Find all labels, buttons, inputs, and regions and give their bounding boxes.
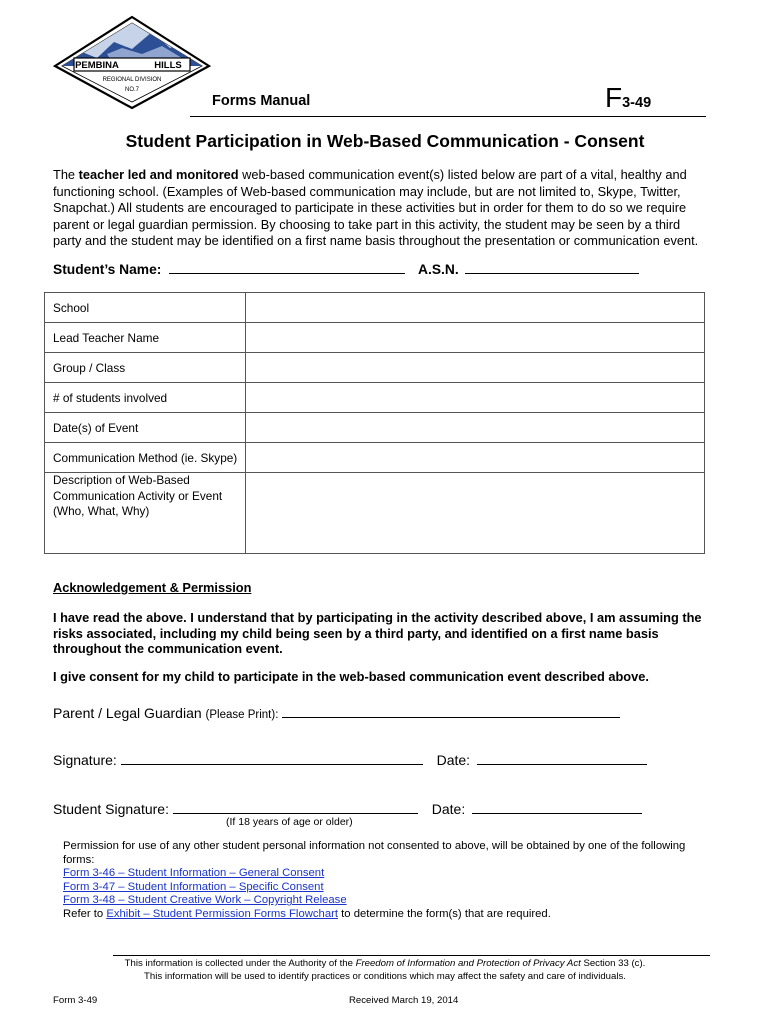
- lead-teacher-field[interactable]: [246, 323, 705, 353]
- footer-form-code: Form 3-49: [53, 995, 98, 1006]
- intro-paragraph: [53, 167, 703, 250]
- description-label-line: Communication Activity or Event: [53, 488, 223, 503]
- logo-text-hills: HILLS: [154, 60, 182, 71]
- guardian-label: Parent / Legal Guardian: [53, 705, 202, 721]
- description-label: [45, 473, 246, 554]
- group-class-field[interactable]: [246, 353, 705, 383]
- table-row: [45, 353, 705, 383]
- asn-label: A.S.N.: [418, 262, 459, 277]
- acknowledgement-heading: Acknowledgement & Permission: [53, 580, 252, 595]
- link-form-3-48[interactable]: Form 3-48 – Student Creative Work – Copyright Release: [63, 894, 347, 907]
- refer-suffix: to determine the form(s) that are required.: [338, 907, 551, 920]
- permission-section: [63, 840, 713, 922]
- form-number: [605, 82, 651, 114]
- communication-method-field[interactable]: [246, 443, 705, 473]
- asn-field[interactable]: [465, 259, 639, 274]
- table-row: [45, 473, 705, 554]
- footer-line-usage: This information will be used to identify practices or conditions which may affect the safety and care of individuals.: [144, 970, 626, 982]
- date-label: Date:: [436, 752, 471, 768]
- footer-notice: [0, 958, 770, 983]
- intro-bold: teacher led and monitored: [78, 167, 239, 182]
- description-label-line: (Who, What, Why): [53, 504, 150, 518]
- student-date-field[interactable]: [472, 799, 642, 814]
- school-field[interactable]: [246, 293, 705, 323]
- student-signature-row: [53, 799, 642, 817]
- event-info-table: [44, 292, 705, 554]
- lead-teacher-label: Lead Teacher Name: [45, 323, 246, 353]
- logo-text-regional: REGIONAL DIVISION: [102, 77, 162, 83]
- form-letter: F: [605, 82, 623, 113]
- student-date-label: Date:: [431, 801, 466, 817]
- communication-method-label: Communication Method (ie. Skype): [45, 443, 246, 473]
- table-row: [45, 293, 705, 323]
- footer-prefix: This information is collected under the Authority of the: [124, 958, 356, 969]
- permission-text: Permission for use of any other student personal information not consented to above, will be obtained by one of the following forms:: [63, 840, 686, 866]
- form-number-digits: 3-49: [622, 95, 652, 111]
- student-name-field[interactable]: [169, 259, 405, 274]
- students-involved-label: # of students involved: [45, 383, 246, 413]
- intro-rest: web-based communication event(s) listed below are part of a vital, healthy and functioning school. (Examples of Web-based communication may include, but are not limited to, Skype, Twitter, Snapchat.) All students are encouraged to participate in these activities but in order for them to do so we require parent or legal guardian permission. By choosing to take part in this activity, the student may be seen by a third party and the student may be identified on a first name basis throughout the presentation or communication event.: [53, 167, 699, 249]
- student-signature-field[interactable]: [173, 799, 418, 814]
- footer-act-name: Freedom of Information and Protection of Privacy Act: [355, 958, 581, 969]
- age-note: (If 18 years of age or older): [226, 816, 353, 828]
- page-title: Student Participation in Web-Based Communication - Consent: [125, 131, 645, 151]
- signature-field[interactable]: [121, 750, 423, 765]
- students-involved-field[interactable]: [246, 383, 705, 413]
- acknowledgement-statement: I have read the above. I understand that by participating in the activity described above, I am assuming the risks associated, including my child being seen by a third party, and identified on a first name basis throughout the communication event.: [53, 610, 702, 656]
- school-label: School: [45, 293, 246, 323]
- signature-label: Signature:: [53, 752, 117, 768]
- event-dates-field[interactable]: [246, 413, 705, 443]
- intro-lead: The: [53, 167, 79, 182]
- logo-text-pembina: PEMBINA: [75, 60, 119, 71]
- pembina-hills-logo: [52, 14, 212, 110]
- refer-prefix: Refer to: [63, 907, 107, 920]
- table-row: [45, 443, 705, 473]
- student-name-label: Student’s Name:: [53, 262, 162, 277]
- guardian-name-field[interactable]: [282, 703, 620, 718]
- footer-suffix: Section 33 (c).: [580, 958, 646, 969]
- event-dates-label: Date(s) of Event: [45, 413, 246, 443]
- footer-received-date: Received March 19, 2014: [349, 995, 459, 1006]
- date-field[interactable]: [477, 750, 647, 765]
- description-field[interactable]: [246, 473, 705, 554]
- header-rule: [190, 116, 706, 117]
- link-form-3-47[interactable]: Form 3-47 – Student Information – Specific Consent: [63, 880, 324, 893]
- logo-text-number: NO.7: [124, 87, 140, 93]
- consent-statement: I give consent for my child to participate in the web-based communication event described above.: [53, 669, 649, 684]
- footer-rule: [113, 955, 710, 956]
- link-exhibit-flowchart[interactable]: Exhibit – Student Permission Forms Flowchart: [106, 907, 338, 920]
- student-signature-label: Student Signature:: [53, 801, 169, 817]
- guardian-name-row: [53, 703, 620, 721]
- table-row: [45, 323, 705, 353]
- forms-manual-label: Forms Manual: [212, 93, 311, 109]
- link-form-3-46[interactable]: Form 3-46 – Student Information – General Consent: [63, 867, 325, 880]
- signature-row: [53, 750, 647, 768]
- footer-line-authority: [0, 958, 770, 971]
- table-row: [45, 383, 705, 413]
- description-label-line: Description of Web-Based: [53, 473, 190, 487]
- guardian-note: (Please Print):: [205, 709, 279, 721]
- student-name-line: [53, 259, 639, 277]
- logo-diamond-graphic: [52, 14, 212, 110]
- table-row: [45, 413, 705, 443]
- refer-line: [63, 908, 713, 922]
- group-class-label: Group / Class: [45, 353, 246, 383]
